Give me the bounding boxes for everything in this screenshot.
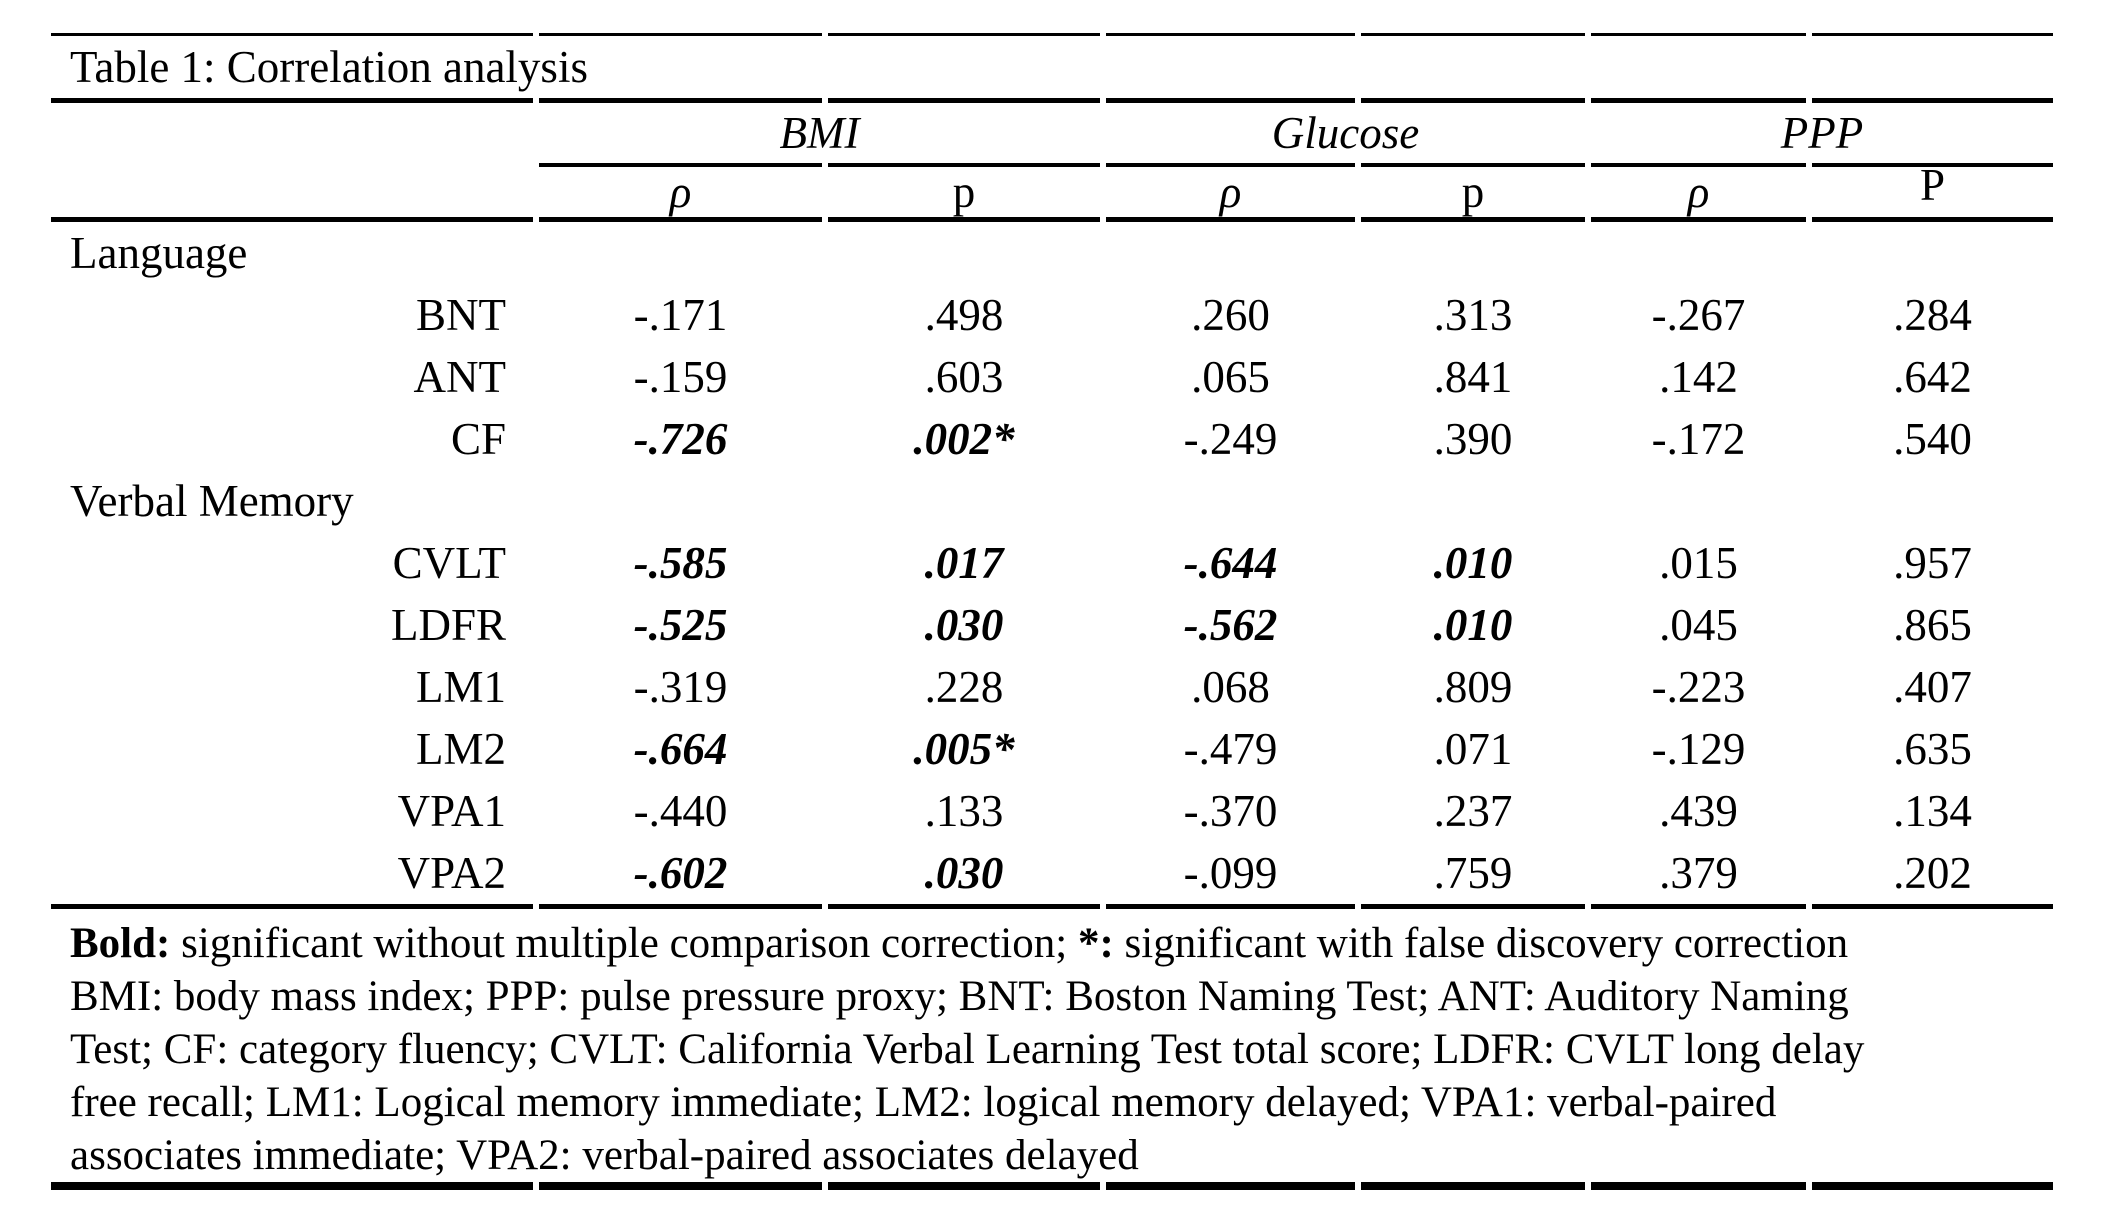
cell-value: .015 <box>1659 537 1738 588</box>
cell-value: .228 <box>924 661 1004 712</box>
cell-value: .237 <box>1433 785 1513 836</box>
cell-value: -.267 <box>1651 289 1746 340</box>
row-label: ANT <box>413 351 506 402</box>
cell-value: .134 <box>1893 785 1972 836</box>
footnote-line <box>70 1129 2038 1182</box>
footnote-line <box>70 917 2038 970</box>
cell-value: -.525 <box>633 599 728 650</box>
row-label: BNT <box>416 289 506 340</box>
row-label: LM2 <box>416 723 506 774</box>
subheader-glucose-rho: ρ <box>1219 166 1242 217</box>
footnote-bold-text: Bold: <box>70 920 171 967</box>
row-label: CF <box>450 413 506 464</box>
cell-value: -.172 <box>1651 413 1746 464</box>
cell-value: .005* <box>913 723 1015 774</box>
cell-value: .439 <box>1659 785 1738 836</box>
hrule-segment <box>828 1182 1100 1190</box>
cell-value: -.171 <box>633 289 728 340</box>
row-label: VPA1 <box>397 785 506 836</box>
footnote <box>48 909 2056 1182</box>
cell-value: -.644 <box>1183 537 1278 588</box>
sub-header-spacer <box>48 167 536 217</box>
cell-value: -.585 <box>633 537 728 588</box>
cell-value: .045 <box>1659 599 1738 650</box>
cell-value: .071 <box>1433 723 1513 774</box>
cell-value: .002* <box>913 413 1015 464</box>
section-label: Language <box>70 227 248 278</box>
hrule-segment <box>1106 1182 1355 1190</box>
cell-value: -.159 <box>633 351 728 402</box>
hrule-segment <box>51 1182 533 1190</box>
subheader-bmi-rho: ρ <box>669 166 692 217</box>
footnote-line <box>70 970 2038 1023</box>
hrule-segment <box>1812 1182 2053 1190</box>
footnote-text: associates immediate; VPA2: verbal-paired associates delayed <box>70 1132 1139 1179</box>
group-header-bmi: BMI <box>779 107 860 158</box>
cell-value: -.370 <box>1183 785 1278 836</box>
cell-value: .390 <box>1433 413 1513 464</box>
cell-value: -.602 <box>633 847 728 898</box>
cell-value: .030 <box>924 599 1004 650</box>
cell-value: .065 <box>1191 351 1270 402</box>
cell-value: -.479 <box>1183 723 1278 774</box>
cell-value: .498 <box>924 289 1004 340</box>
subheader-bmi-p: p <box>952 166 976 217</box>
cell-value: .642 <box>1893 351 1972 402</box>
cell-value: .841 <box>1433 351 1513 402</box>
cell-value: .603 <box>924 351 1004 402</box>
cell-value: -.440 <box>633 785 728 836</box>
footnote-text: Test; CF: category fluency; CVLT: California Verbal Learning Test total score; LDFR: CVLT long delay <box>70 1026 1865 1073</box>
cell-value: .379 <box>1659 847 1738 898</box>
cell-value: -.249 <box>1183 413 1278 464</box>
footnote-text: significant with false discovery correction <box>1113 920 1849 967</box>
cell-value: -.726 <box>633 413 728 464</box>
hrule-segment <box>539 1182 822 1190</box>
cell-value: .759 <box>1433 847 1513 898</box>
cell-value: .017 <box>924 537 1004 588</box>
cell-value: .957 <box>1893 537 1972 588</box>
cell-value: .142 <box>1659 351 1738 402</box>
subheader-ppp-rho: ρ <box>1687 166 1710 217</box>
hrule-segment <box>1591 1182 1806 1190</box>
cell-value: .133 <box>924 785 1004 836</box>
cell-value: .865 <box>1893 599 1972 650</box>
table-caption: Table 1: Correlation analysis <box>70 41 588 92</box>
cell-value: .010 <box>1433 599 1513 650</box>
cell-value: .030 <box>924 847 1004 898</box>
cell-value: -.664 <box>633 723 728 774</box>
footnote-text: free recall; LM1: Logical memory immediate; LM2: logical memory delayed; VPA1: verbal-paired <box>70 1079 1777 1126</box>
cell-value: .068 <box>1191 661 1270 712</box>
cell-value: -.562 <box>1183 599 1278 650</box>
section-label: Verbal Memory <box>70 475 354 526</box>
footnote-line <box>70 1076 2038 1129</box>
cell-value: .202 <box>1893 847 1972 898</box>
cell-value: .540 <box>1893 413 1972 464</box>
row-label: CVLT <box>392 537 506 588</box>
cell-value: .010 <box>1433 537 1513 588</box>
row-label: LM1 <box>416 661 506 712</box>
footnote-bold-text: *: <box>1077 920 1114 967</box>
hrule-segment <box>1361 1182 1585 1190</box>
row-label: LDFR <box>390 599 506 650</box>
subheader-ppp-p: P <box>1919 159 1946 210</box>
footnote-line <box>70 1023 2038 1076</box>
group-header-glucose: Glucose <box>1271 107 1420 158</box>
cell-value: .260 <box>1191 289 1270 340</box>
cell-value: .313 <box>1433 289 1513 340</box>
cell-value: .407 <box>1893 661 1972 712</box>
cell-value: -.129 <box>1651 723 1746 774</box>
correlation-table <box>48 33 2056 1190</box>
group-header-ppp: PPP <box>1780 107 1864 158</box>
subheader-glucose-p: p <box>1461 166 1485 217</box>
cell-value: .284 <box>1893 289 1972 340</box>
cell-value: -.099 <box>1183 847 1278 898</box>
cell-value: -.319 <box>633 661 728 712</box>
cell-value: .809 <box>1433 661 1513 712</box>
footnote-text: significant without multiple comparison correction; <box>170 920 1078 967</box>
footnote-text: BMI: body mass index; PPP: pulse pressure proxy; BNT: Boston Naming Test; ANT: Auditory Naming <box>70 973 1849 1020</box>
cell-value: -.223 <box>1651 661 1746 712</box>
row-label: VPA2 <box>397 847 506 898</box>
group-header-spacer <box>48 103 536 163</box>
cell-value: .635 <box>1893 723 1972 774</box>
